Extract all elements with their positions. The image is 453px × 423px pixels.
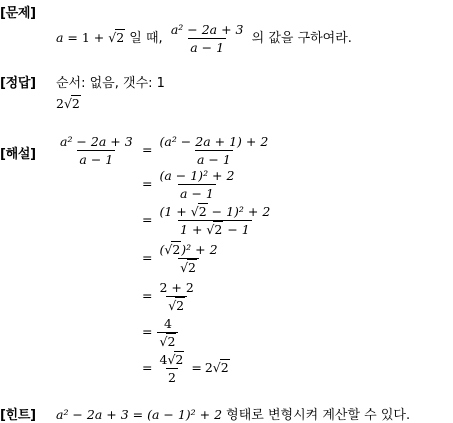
solution-label: [해설] (0, 147, 36, 162)
s7-num-coef: 4 (159, 352, 168, 367)
problem-eq: = 1 + (63, 30, 109, 45)
solution-step-1: = $\frac{\text{(a² − 2a + 1) + 2}}{a - 1}$ (142, 134, 269, 167)
s3-num-a: (1 + (159, 204, 191, 219)
lhs-den: a − 1 (79, 152, 114, 167)
s7-den: 2 (167, 370, 176, 385)
solution-step-3: = $\frac{\text{(1 + √2 − 1)² + 2}}{1 + √2 - 1}$ (142, 204, 271, 237)
problem-text-il-ttae: 일 때, (125, 31, 167, 46)
s3-den-rad: 2 (214, 222, 223, 237)
solution-step-6: = $\frac{4}{√2}$ (142, 316, 180, 349)
s7-result-rad: 2 (220, 360, 229, 375)
answer-line1: 순서: 없음, 갯수: 1 (56, 76, 165, 91)
solution-step-5: = $\frac{2 + 2}{√2}$ (142, 280, 194, 313)
hint-label: [힌트] (0, 408, 36, 423)
s4-num-a: ( (159, 242, 165, 257)
s2-num: (a − 1)² + 2 (159, 168, 235, 183)
problem-statement: a = 1 + √2 일 때, $\frac{\text{a² − 2a + 3}}{a - 1}$ 의 값을 구하여라. (56, 22, 352, 55)
s7-result-coef: 2 (204, 360, 213, 375)
hint-text: 형태로 변형시켜 계산할 수 있다. (222, 408, 411, 423)
s6-num: 4 (163, 316, 172, 331)
problem-text-end: 의 값을 구하여라. (247, 31, 352, 46)
answer-label: [정답] (0, 76, 36, 91)
s5-num: 2 + 2 (159, 280, 194, 295)
s3-num-b: − 1)² + 2 (207, 204, 271, 219)
s3-den-b: − 1 (223, 222, 250, 237)
s4-num-b: )² + 2 (181, 242, 218, 257)
s6-den-rad: 2 (167, 334, 176, 349)
hint-math: a² − 2a + 3 = (a − 1)² + 2 (56, 407, 223, 422)
hint-line (56, 404, 410, 423)
problem-radicand: 2 (116, 30, 125, 45)
problem-frac-num: a² − 2a + 3 (170, 22, 244, 37)
s4-den-rad: 2 (188, 260, 196, 275)
s3-num-rad: 2 (198, 204, 207, 219)
answer-coef: 2 (56, 96, 64, 111)
solution-step-4: = $\frac{\text{(√2)² + 2}}{√2}$ (142, 242, 218, 275)
problem-label: [문제] (0, 6, 36, 21)
solution-step-7: = $\frac{4√2}{2}$ = 2√2 (142, 352, 229, 385)
solution-lhs (56, 134, 137, 167)
s1-den: a − 1 (196, 152, 231, 167)
problem-fraction (169, 22, 246, 55)
s7-num-rad: 2 (175, 352, 184, 367)
s1-num: (a² − 2a + 1) + 2 (159, 134, 269, 149)
s3-den-a: 1 + (180, 222, 207, 237)
problem-frac-den: a − 1 (190, 40, 225, 55)
var-a: a (56, 30, 64, 45)
answer-line2: 2√2 (56, 96, 80, 111)
lhs-num: a² − 2a + 3 (60, 134, 133, 149)
solution-step-2: = $\frac{\text{(a − 1)² + 2}}{a - 1}$ (142, 168, 235, 201)
s2-den: a − 1 (180, 186, 214, 201)
s4-num-rad: 2 (172, 242, 181, 257)
answer-radicand: 2 (71, 96, 80, 111)
s5-den-rad: 2 (176, 298, 185, 313)
